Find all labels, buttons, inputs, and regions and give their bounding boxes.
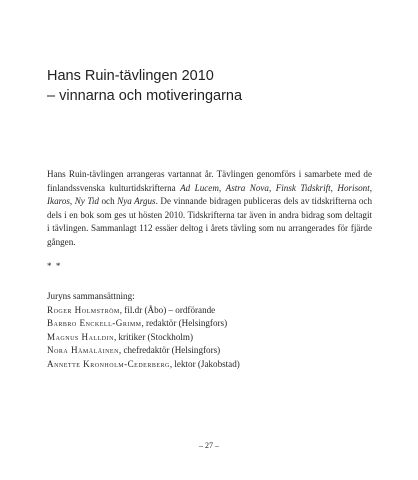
jury-member [47, 317, 377, 331]
journal-horisont: Horisont [337, 182, 370, 193]
jury-member-name: Annette Kronholm-Cederberg [47, 358, 170, 369]
intro-sep-6: och [98, 196, 118, 207]
jury-member-role: , redaktör (Helsingfors) [141, 318, 228, 329]
journal-finsk-tidskrift: Finsk Tidskrift [275, 182, 331, 193]
jury-member-name: Magnus Halldin [47, 331, 114, 342]
journal-nya-argus: Nya Argus [117, 196, 156, 207]
jury-member [47, 344, 377, 358]
intro-sep-2: , [268, 182, 276, 193]
jury-list [47, 290, 377, 372]
jury-member [47, 358, 377, 372]
jury-member [47, 304, 377, 318]
journal-ikaros: Ikaros [47, 196, 70, 207]
jury-member-role: , fil.dr (Åbo) – ordförande [119, 304, 216, 315]
title-line-1: Hans Ruin-tävlingen 2010 [47, 68, 214, 84]
journal-ny-tid: Ny Tid [74, 196, 99, 207]
jury-label: Juryns sammansättning: [47, 291, 135, 301]
intro-sep-4: , [369, 182, 373, 193]
jury-member-role: , kritiker (Stockholm) [113, 331, 193, 342]
page-number: – 27 – [199, 441, 219, 450]
intro-sep-1: , [218, 182, 226, 193]
jury-member-role: , chefredaktör (Helsingfors) [118, 345, 221, 356]
section-separator: * * [47, 261, 62, 271]
intro-paragraph [47, 168, 372, 250]
intro-sep-5: , [69, 196, 75, 207]
jury-member [47, 331, 377, 345]
page-title [47, 66, 387, 106]
jury-member-name: Barbro Enckell-Grimm [47, 318, 142, 329]
jury-member-role: , lektor (Jakobstad) [169, 358, 240, 369]
jury-member-name: Nora Hämäläinen [47, 345, 119, 356]
journal-ad-lucem: Ad Lucem [180, 182, 219, 193]
title-line-2: – vinnarna och motiveringarna [47, 88, 243, 104]
jury-member-name: Roger Holmström [47, 304, 120, 315]
journal-astra-nova: Astra Nova [225, 182, 269, 193]
intro-text-2: . De vinnande bidragen publiceras dels av tidskrifterna och dels i en bok som ges ut hösten 2010. Tidskrifterna tar även in andra bidrag som deltagit i tävlingen. Sammanlagt 112 essäer deltog i årets tävling som nu arrangerades för fjärde gången. [47, 196, 372, 247]
intro-sep-3: , [330, 182, 338, 193]
intro-text-1: Hans Ruin-tävlingen arrangeras vartannat år. Tävlingen genomförs i samarbete med de finlandssvenska kulturtidskrifterna [47, 169, 372, 193]
